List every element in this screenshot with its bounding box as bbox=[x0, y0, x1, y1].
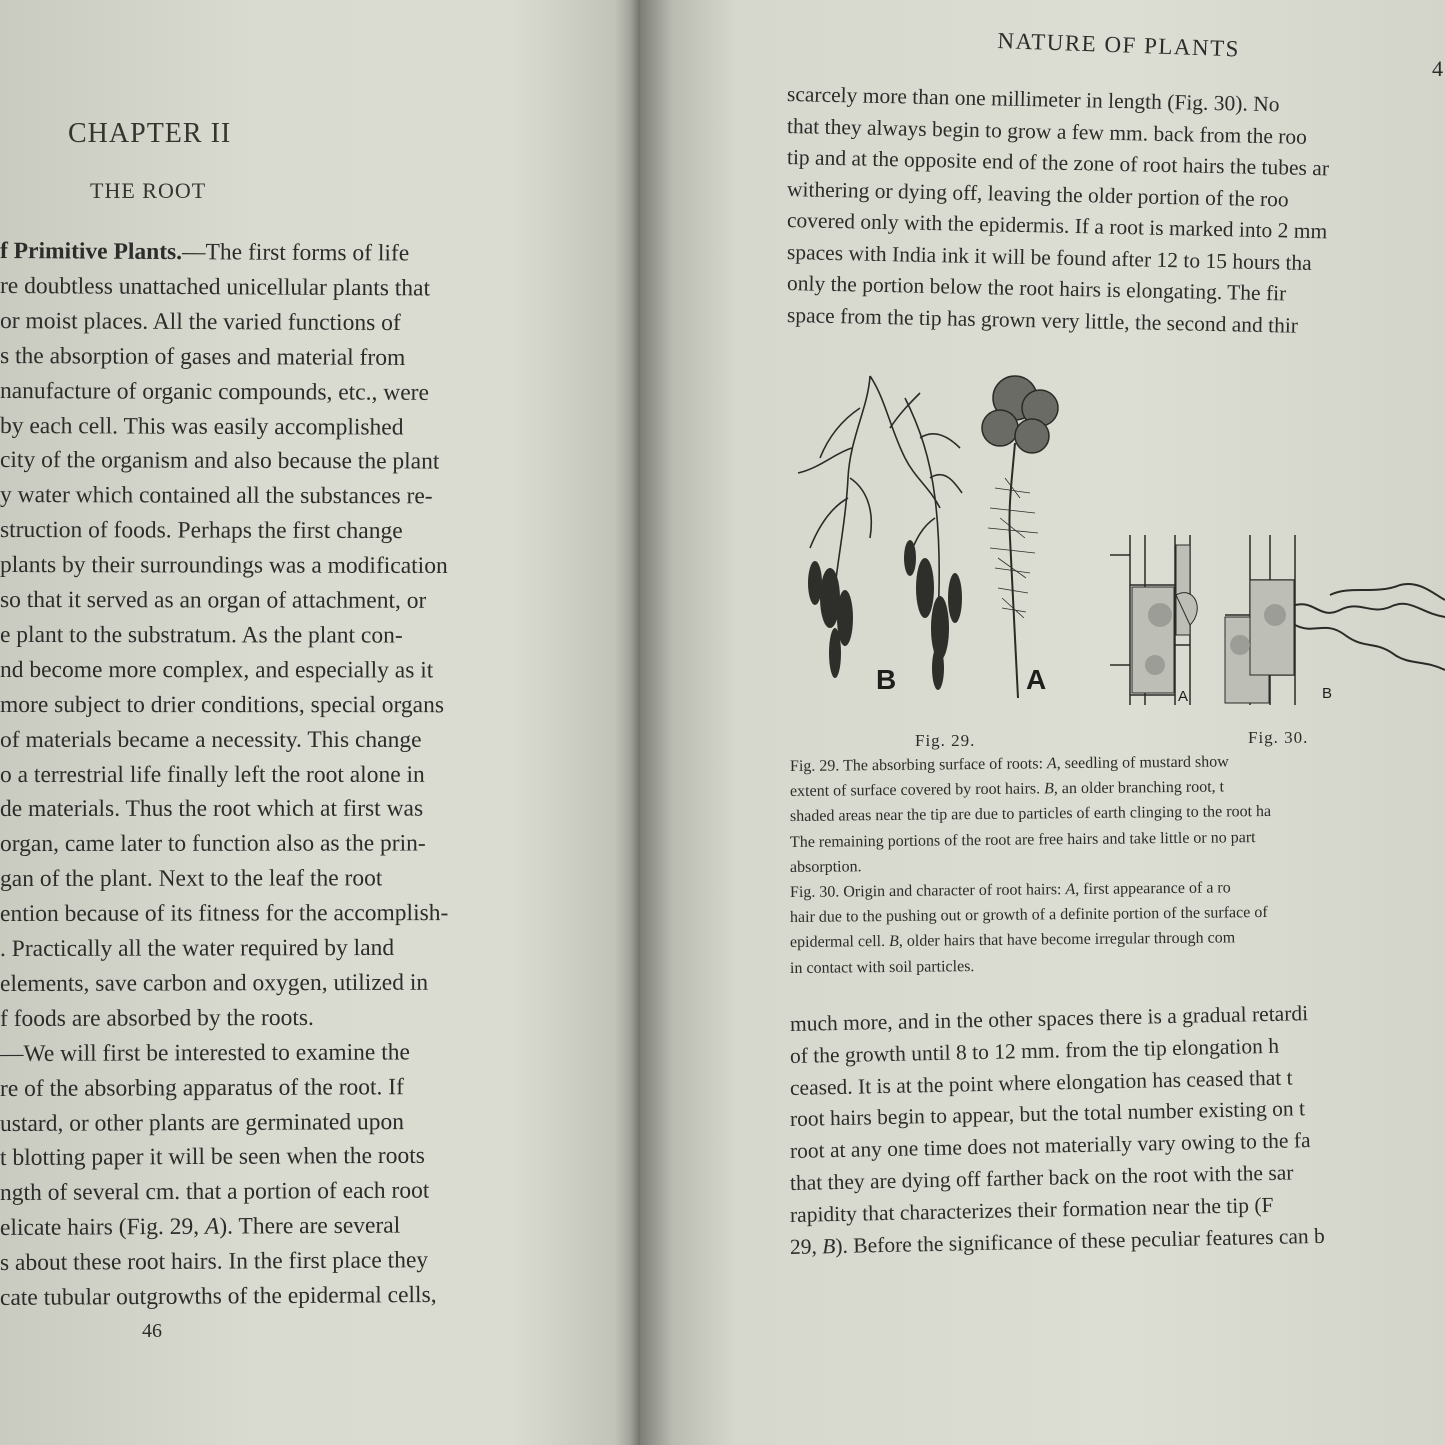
body-line bbox=[0, 482, 433, 510]
text-run: , first appearance of a ro bbox=[1075, 879, 1231, 899]
fig29-label-a: A bbox=[1026, 664, 1047, 695]
text-run: ). Before the significance of these peculiar features can b bbox=[835, 1223, 1325, 1258]
body-line bbox=[0, 1109, 404, 1138]
text-run: Fig. 30. Origin and character of root hairs: bbox=[789, 881, 1066, 901]
text-run: ngth of several cm. that a portion of each root bbox=[0, 1177, 430, 1207]
text-run: gan of the plant. Next to the leaf the root bbox=[0, 865, 383, 893]
body-line bbox=[0, 447, 439, 476]
running-head: NATURE OF PLANTS bbox=[997, 28, 1241, 62]
text-run: B bbox=[1044, 780, 1054, 798]
text-run: only the portion below the root hairs is elongating. The fir bbox=[786, 271, 1287, 306]
text-run: elements, save carbon and oxygen, utilized in bbox=[0, 969, 429, 997]
text-run: The remaining portions of the root are free hairs and take little or no part bbox=[789, 828, 1256, 851]
body-line bbox=[0, 622, 403, 650]
text-run: re of the absorbing apparatus of the root. If bbox=[0, 1073, 404, 1102]
body-line bbox=[0, 587, 426, 615]
text-run: root hairs begin to appear, but the total number existing on t bbox=[789, 1096, 1306, 1132]
body-line bbox=[0, 900, 448, 928]
fig30-label-a: A bbox=[1178, 688, 1189, 705]
chapter-subtitle: THE ROOT bbox=[90, 178, 207, 203]
text-run: rapidity that characterizes their formation near the tip (F bbox=[789, 1192, 1274, 1227]
body-line bbox=[0, 343, 405, 372]
body-line bbox=[0, 1213, 400, 1242]
text-run: t blotting paper it will be seen when the roots bbox=[0, 1143, 425, 1172]
root-drawing bbox=[790, 368, 1090, 708]
text-run: scarcely more than one millimeter in length (Fig. 30). No bbox=[786, 82, 1280, 117]
text-run: hair due to the pushing out or growth of a definite portion of the surface of bbox=[789, 904, 1268, 927]
caption-line bbox=[790, 958, 975, 978]
text-run: that they always begin to grow a few mm. back from the roo bbox=[786, 113, 1308, 149]
text-run: root at any one time does not materially vary owing to the fa bbox=[789, 1128, 1311, 1164]
text-run: organ, came later to function also as the prin- bbox=[0, 830, 426, 858]
text-run: Fig. 29. The absorbing surface of roots: bbox=[789, 755, 1048, 775]
body-line bbox=[0, 517, 403, 545]
body-line bbox=[0, 1247, 428, 1277]
text-run: withering or dying off, leaving the older portion of the roo bbox=[786, 176, 1289, 212]
text-run: plants by their surroundings was a modification bbox=[0, 552, 448, 580]
body-line bbox=[0, 692, 444, 719]
text-run: extent of surface covered by root hairs. bbox=[789, 780, 1045, 801]
chapter-title: CHAPTER II bbox=[68, 118, 232, 149]
text-run: A bbox=[1046, 755, 1057, 773]
body-line bbox=[0, 273, 430, 302]
figure-30-illustration bbox=[1100, 525, 1445, 715]
text-run: nd become more complex, and especially as it bbox=[0, 656, 434, 684]
text-run: tip and at the opposite end of the zone of root hairs the tubes ar bbox=[786, 145, 1330, 181]
text-run: ceased. It is at the point where elongation has ceased that t bbox=[789, 1065, 1293, 1100]
text-run: shaded areas near the tip are due to particles of earth clinging to the root ha bbox=[789, 803, 1272, 826]
left-page bbox=[0, 0, 640, 1445]
text-run: A bbox=[1065, 881, 1076, 899]
body-line bbox=[0, 831, 426, 859]
text-run: ustard, or other plants are germinated upon bbox=[0, 1108, 405, 1137]
text-run: de materials. Thus the root which at first was bbox=[0, 796, 424, 823]
text-run: so that it served as an organ of attachment, or bbox=[0, 587, 427, 614]
text-run: y water which contained all the substances re- bbox=[0, 482, 433, 510]
text-run: elicate hairs (Fig. 29, bbox=[0, 1213, 205, 1242]
text-run: , older hairs that have become irregular through com bbox=[898, 929, 1236, 951]
text-run: more subject to drier conditions, special organs bbox=[0, 691, 445, 718]
fig30-title: Fig. 30. bbox=[1248, 728, 1309, 747]
body-line bbox=[0, 935, 394, 963]
text-run: B bbox=[821, 1233, 836, 1258]
text-run: s about these root hairs. In the first place they bbox=[0, 1247, 429, 1277]
body-line bbox=[0, 657, 433, 684]
text-run: , seedling of mustard show bbox=[1056, 753, 1229, 773]
text-run: —The first forms of life bbox=[182, 239, 410, 267]
text-run: re doubtless unattached unicellular plants that bbox=[0, 272, 431, 302]
text-run: ention because of its fitness for the accomplish- bbox=[0, 900, 449, 928]
text-run: that they are dying off farther back on the root with the sar bbox=[789, 1160, 1294, 1195]
text-run: epidermal cell. bbox=[789, 933, 890, 952]
text-run: of the growth until 8 to 12 mm. from the tip elongation h bbox=[789, 1033, 1280, 1068]
text-run: space from the tip has grown very little, the second and thir bbox=[786, 302, 1299, 338]
text-run: city of the organism and also because the plant bbox=[0, 447, 440, 475]
text-run: struction of foods. Perhaps the first change bbox=[0, 517, 403, 545]
text-run: A bbox=[204, 1213, 220, 1240]
text-run: s the absorption of gases and material from bbox=[0, 342, 406, 371]
text-run: in contact with soil particles. bbox=[789, 957, 975, 977]
text-run: spaces with India ink it will be found after 12 to 15 hours tha bbox=[786, 239, 1313, 275]
body-line bbox=[0, 796, 423, 823]
body-line bbox=[0, 308, 401, 337]
body-line bbox=[0, 761, 425, 788]
body-line bbox=[0, 238, 409, 267]
body-line bbox=[0, 1282, 437, 1312]
text-run: e plant to the substratum. As the plant con- bbox=[0, 621, 403, 649]
text-run: 29, bbox=[789, 1233, 823, 1259]
text-run: B bbox=[888, 933, 899, 951]
root-hair-drawing bbox=[1100, 525, 1445, 715]
caption-line bbox=[790, 858, 862, 877]
body-line bbox=[0, 1178, 429, 1207]
text-run: nanufacture of organic compounds, etc., were bbox=[0, 377, 429, 406]
body-line bbox=[0, 1039, 410, 1068]
text-run: of materials became a necessity. This change bbox=[0, 726, 422, 753]
text-run: , an older branching root, t bbox=[1053, 778, 1225, 798]
text-run: o a terrestrial life finally left the root alone in bbox=[0, 761, 425, 788]
fig29-title: Fig. 29. bbox=[915, 731, 976, 750]
fig29-label-b: B bbox=[876, 664, 897, 695]
text-run: by each cell. This was easily accomplished bbox=[0, 412, 404, 441]
body-line bbox=[0, 970, 428, 998]
body-line bbox=[0, 727, 422, 754]
text-run: or moist places. All the varied functions of bbox=[0, 307, 401, 336]
text-run: cate tubular outgrowths of the epidermal cells, bbox=[0, 1281, 437, 1311]
text-run: covered only with the epidermis. If a root is marked into 2 mm bbox=[786, 208, 1328, 244]
page-number-left: 46 bbox=[142, 1320, 162, 1342]
body-line bbox=[0, 413, 404, 442]
page-number-right: 4 bbox=[1432, 56, 1443, 81]
text-run: . Practically all the water required by land bbox=[0, 934, 395, 962]
text-run: ). There are several bbox=[219, 1212, 401, 1240]
text-run: f Primitive Plants. bbox=[0, 238, 183, 266]
body-line bbox=[0, 1074, 404, 1103]
text-run: —We will first be interested to examine the bbox=[0, 1039, 410, 1067]
figure-29-illustration bbox=[790, 368, 1090, 708]
body-line bbox=[0, 866, 382, 894]
body-line bbox=[0, 1005, 314, 1033]
body-line bbox=[0, 1143, 425, 1172]
text-run: f foods are absorbed by the roots. bbox=[0, 1004, 314, 1032]
body-line bbox=[0, 552, 448, 580]
fig30-label-b: B bbox=[1322, 685, 1333, 702]
text-run: absorption. bbox=[789, 858, 862, 876]
body-line bbox=[0, 378, 429, 407]
text-run: much more, and in the other spaces there is a gradual retardi bbox=[789, 1001, 1309, 1036]
